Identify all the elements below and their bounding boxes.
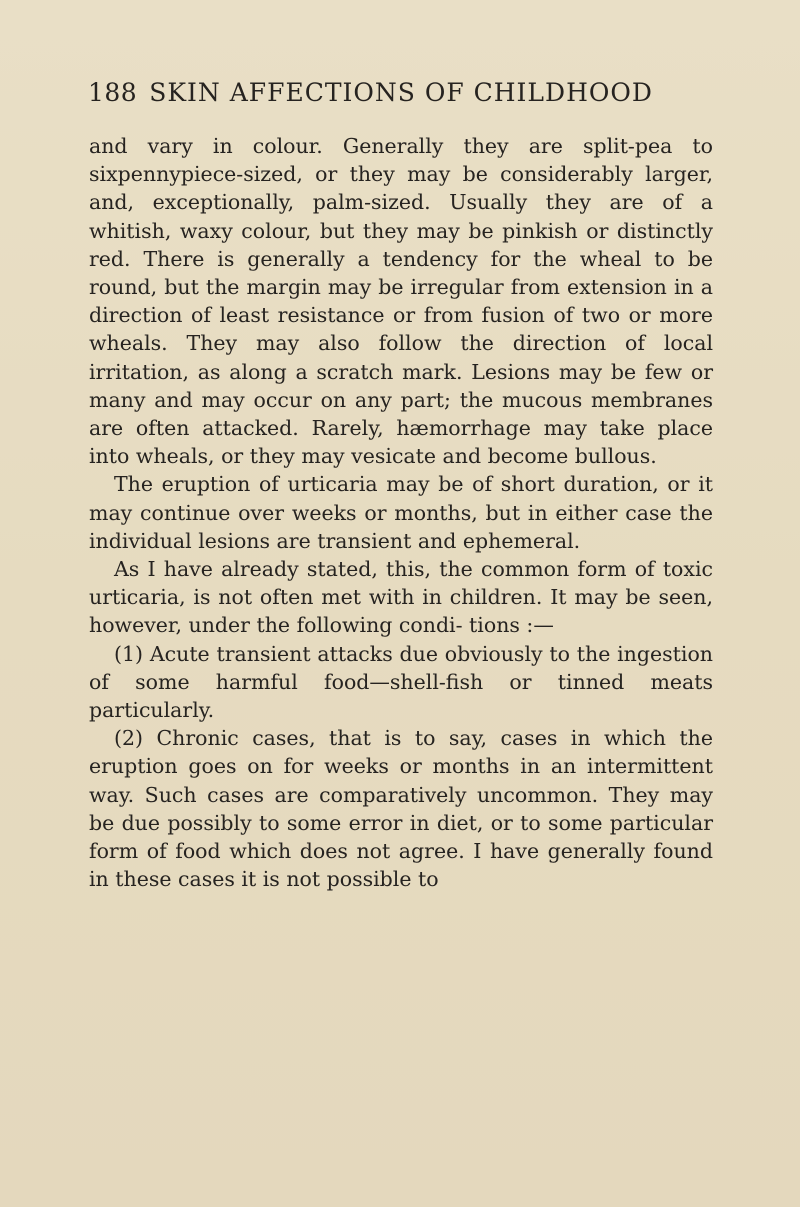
paragraph-1: and vary in colour. Generally they are split-pea to sixpennypiece-sized, or they may be considerably larger, and, exceptionally, palm-sized. Usually they are of a whitish, waxy colour, but they may be pinkish or distinctly red. There is generally a tendency for the wheal to be round, but the margin may be irregular from extension in a direction of least resistance or from fusion of two or more wheals. They may also follow the direction of local irritation, as along a scratch mark. Lesions may be few or many and may occur on any part; the mucous membranes are often attacked. Rarely, hæmorrhage may take place into wheals, or they may vesicate and become bullous. bbox=[89, 134, 713, 469]
running-title: SKIN AFFECTIONS OF CHILDHOOD bbox=[149, 78, 653, 107]
paragraph-5: (2) Chronic cases, that is to say, cases in which the eruption goes on for weeks or months in an intermittent way. Such cases are comparatively uncommon. They may be due possibly to some error in diet, or to some particular form of food which does not agree. I have generally found in these cases it is not possible to bbox=[89, 726, 713, 892]
body-text bbox=[89, 132, 713, 893]
page-header bbox=[88, 78, 728, 112]
page-number: 188 bbox=[88, 78, 138, 107]
paragraph-2: The eruption of urticaria may be of short duration, or it may continue over weeks or months, but in either case the individual lesions are transient and ephemeral. bbox=[89, 472, 713, 553]
paragraph-3: As I have already stated, this, the common form of toxic urticaria, is not often met with in children. It may be seen, however, under the following condi- tions :— bbox=[89, 557, 713, 638]
paragraph-4: (1) Acute transient attacks due obviously to the ingestion of some harmful food—shell-fish or tinned meats particularly. bbox=[89, 641, 713, 723]
